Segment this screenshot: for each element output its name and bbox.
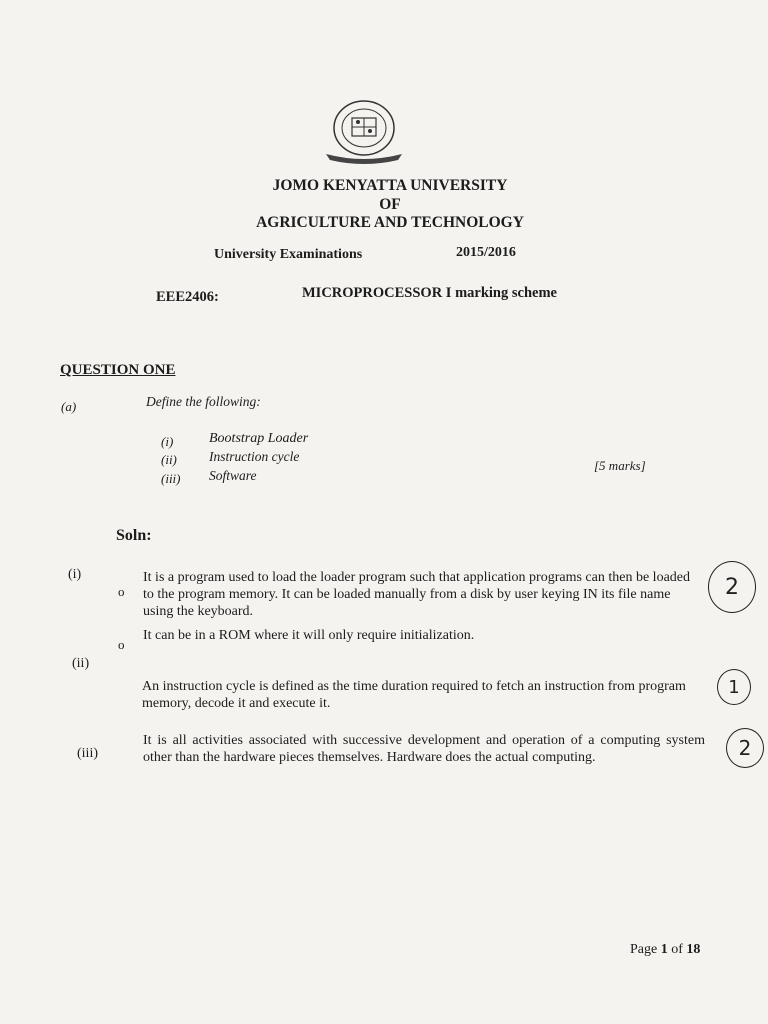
answer-text: It is a program used to load the loader program such that application programs can then be loaded to the program memory. It can be loaded manually from a disk by user keying IN its file name using the keyboard. [143,570,690,619]
answer-number: (ii) [72,656,90,671]
bullet-icon: o [118,584,125,599]
item-number: (ii) [161,452,177,467]
answer-text: It can be in a ROM where it will only require initialization. [143,628,475,643]
of-word: of [671,942,683,957]
marks-label: [5 marks] [594,458,646,473]
university-name-line3: AGRICULTURE AND TECHNOLOGY [256,214,524,231]
item-text: Bootstrap Loader [209,431,309,446]
part-label: (a) [61,399,77,414]
course-code: EEE2406: [156,289,219,305]
bullet-icon: o [118,637,125,652]
page-number [630,942,700,958]
solution-label: Soln: [116,527,152,544]
question-heading: QUESTION ONE [60,362,176,378]
score-mark: 2 [726,728,764,768]
university-seal-icon [318,98,410,164]
page-current: 1 [660,942,668,957]
item-text: Instruction cycle [209,449,300,464]
question-prompt: Define the following: [146,394,261,409]
score-mark: 1 [717,669,751,705]
answer-text: It is all activities associated with successive development and operation of a computing system other than the hardware pieces themselves. Hardware does the actual computing. [143,733,705,765]
page-word: Page [630,942,658,957]
course-title: MICROPROCESSOR I marking scheme [302,285,557,301]
answer-text: An instruction cycle is defined as the time duration required to fetch an instruction from program memory, decode it and execute it. [142,679,686,711]
item-number: (i) [161,434,174,449]
university-name-line1: JOMO KENYATTA UNIVERSITY [272,177,508,194]
item-number: (iii) [161,471,181,486]
item-text: Software [209,468,257,483]
answer-number: (i) [68,567,82,582]
page-total: 18 [686,942,701,957]
academic-year: 2015/2016 [456,245,516,260]
university-name-line2: OF [379,196,401,213]
answer-number: (iii) [77,746,98,761]
exams-label: University Examinations [214,247,363,262]
score-mark: 2 [708,561,756,613]
